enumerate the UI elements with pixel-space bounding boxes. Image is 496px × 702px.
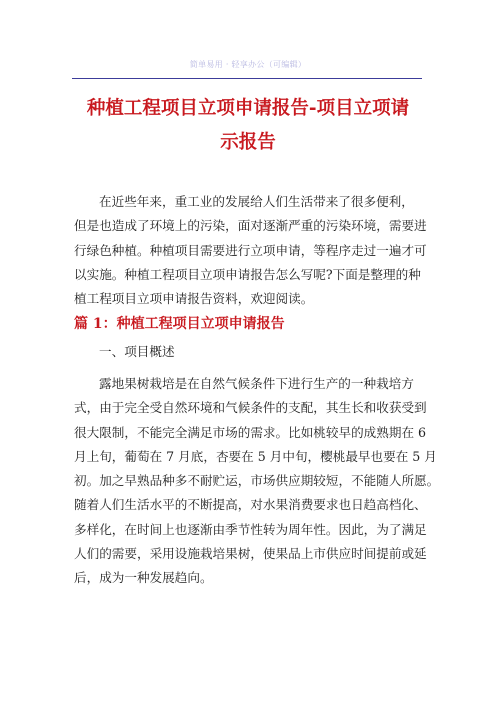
header-note: 简单易用 · 轻享办公（可编辑） (189, 60, 307, 69)
intro-line: 但是也造成了环境上的污染，面对逐渐严重的污染环境，需要进 (74, 218, 427, 234)
intro-paragraph (74, 190, 427, 311)
body-paragraph (74, 372, 440, 591)
intro-line: 以实施。种植工程项目立项申请报告怎么写呢?下面是整理的种 (74, 266, 421, 282)
body-line: 初。加之早熟品种多不耐贮运，市场供应期较短，不能随人所愿。 (74, 473, 440, 489)
title-line-2: 示报告 (220, 132, 276, 153)
subsection-heading: 一、项目概述 (99, 344, 175, 359)
title-line-1: 种植工程项目立项申请报告-项目立项请 (86, 98, 410, 119)
intro-line: 在近些年来，重工业的发展给人们生活带来了很多便利， (99, 194, 414, 209)
intro-line: 植工程项目立项申请报告资料，欢迎阅读。 (74, 291, 314, 307)
body-line: 式，由于完全受自然环境和气候条件的支配，其生长和收获受到 (74, 400, 427, 416)
body-line: 人们的需要，采用设施栽培果树，使果品上市供应时间提前或延 (74, 546, 427, 562)
body-line: 很大限制，不能完全满足市场的需求。比如桃较早的成熟期在 6 (74, 424, 427, 440)
body-line: 露地果树栽培是在自然气候条件下进行生产的一种栽培方 (99, 376, 414, 391)
body-line: 月上旬，葡萄在 7 月底，杏要在 5 月中旬，樱桃最早也要在 5 月 (74, 448, 437, 464)
header-divider (72, 78, 422, 79)
body-line: 多样化，在时间上也逐渐由季节性转为周年性。因此，为了满足 (74, 521, 427, 537)
intro-line: 行绿色种植。种植项目需要进行立项申请，等程序走过一遍才可 (74, 242, 427, 258)
document-title (74, 92, 422, 160)
section-heading: 篇 1：种植工程项目立项申请报告 (74, 316, 285, 332)
body-line: 后，成为一种发展趋向。 (74, 570, 213, 586)
body-line: 随着人们生活水平的不断提高，对水果消费要求也日趋高档化、 (74, 497, 427, 513)
